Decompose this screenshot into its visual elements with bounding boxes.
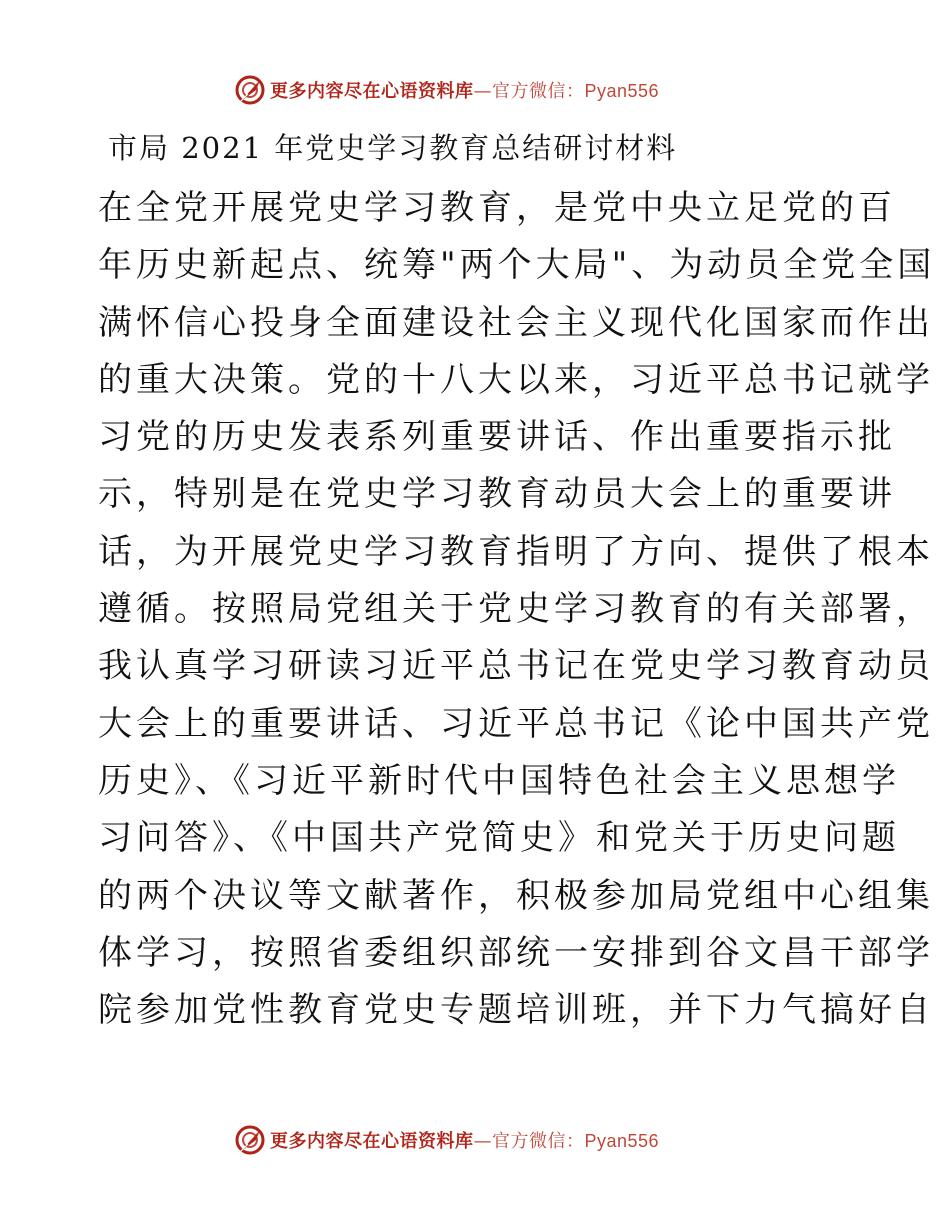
footer-banner — [234, 1123, 659, 1157]
document-title: 市局 2021 年党史学习教育总结研讨材料 — [108, 131, 678, 165]
body-line: 习党的历史发表系列重要讲话、作出重要指示批 — [98, 417, 896, 458]
body-line: 满怀信心投身全面建设社会主义现代化国家而作出 — [98, 302, 934, 343]
body-line: 大会上的重要讲话、习近平总书记《论中国共产党 — [98, 703, 934, 744]
banner-separator: — — [473, 81, 492, 102]
header-banner — [234, 73, 659, 107]
body-line: 遵循。按照局党组关于党史学习教育的有关部署， — [98, 589, 934, 630]
body-line: 话，为开展党史学习教育指明了方向、提供了根本 — [98, 531, 934, 572]
banner-separator: — — [473, 1131, 492, 1152]
body-line: 我认真学习研读习近平总书记在党史学习教育动员 — [98, 646, 934, 687]
body-line: 习问答》、《中国共产党简史》和党关于历史问题 — [98, 818, 900, 859]
body-line: 年历史新起点、统筹"两个大局"、为动员全党全国 — [98, 245, 936, 286]
quill-logo-icon — [234, 1124, 266, 1156]
banner-wechat-id: Pyan556 — [584, 1131, 660, 1151]
banner-text — [270, 1127, 659, 1153]
document-body — [98, 180, 936, 1039]
body-line: 院参加党性教育党史专题培训班，并下力气搞好自 — [98, 990, 934, 1031]
quill-logo-icon — [234, 74, 266, 106]
body-line: 示，特别是在党史学习教育动员大会上的重要讲 — [98, 474, 896, 515]
body-line: 历史》、《习近平新时代中国特色社会主义思想学 — [98, 760, 900, 801]
banner-official-label: 官方微信： — [492, 1131, 585, 1152]
banner-main-text: 更多内容尽在心语资料库 — [270, 1131, 474, 1152]
body-line: 的两个决议等文献著作，积极参加局党组中心组集 — [98, 875, 934, 916]
body-line: 在全党开展党史学习教育，是党中央立足党的百 — [98, 188, 896, 228]
body-line: 体学习，按照省委组织部统一安排到谷文昌干部学 — [98, 932, 934, 973]
banner-main-text: 更多内容尽在心语资料库 — [270, 81, 474, 102]
banner-wechat-id: Pyan556 — [584, 81, 660, 101]
body-line: 的重大决策。党的十八大以来，习近平总书记就学 — [98, 359, 934, 400]
banner-text — [270, 77, 659, 103]
banner-official-label: 官方微信： — [492, 81, 585, 102]
